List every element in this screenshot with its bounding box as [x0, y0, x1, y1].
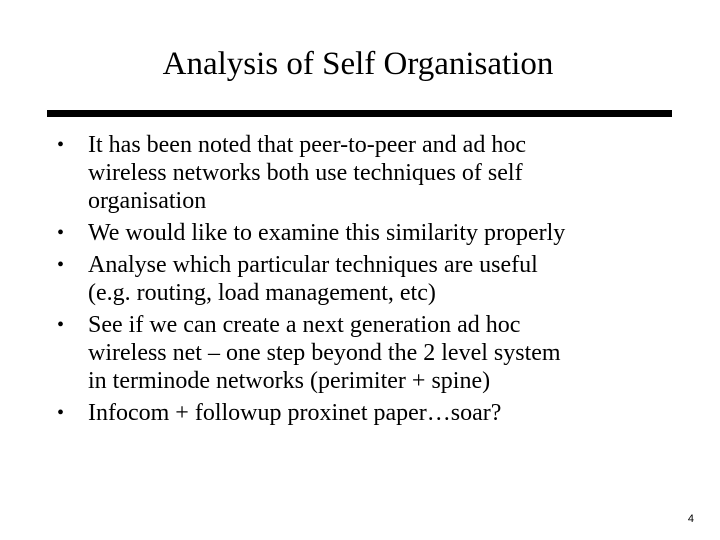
bullet-line: Analyse which particular techniques are useful [88, 252, 538, 278]
bullet-line: (e.g. routing, load management, etc) [88, 280, 436, 306]
bullet-line: Infocom + followup proxinet paper…soar? [88, 400, 502, 426]
bullet-dot-icon: • [57, 402, 65, 424]
bullet-item [57, 129, 697, 217]
bullet-line: wireless net – one step beyond the 2 level system [88, 340, 561, 366]
bullet-line: organisation [88, 188, 207, 214]
bullet-item [57, 397, 697, 429]
bullet-item [57, 217, 697, 249]
bullet-text [88, 397, 697, 429]
bullet-text [88, 249, 697, 309]
bullet-line: We would like to examine this similarity properly [88, 220, 566, 246]
bullet-text [88, 129, 697, 217]
slide-title: Analysis of Self Organisation [162, 46, 554, 82]
bullet-line: See if we can create a next generation ad hoc [88, 312, 521, 338]
bullet-text [88, 309, 697, 397]
bullet-dot-icon: • [57, 222, 65, 244]
bullet-dot-icon: • [57, 314, 65, 336]
bullet-text [88, 217, 697, 249]
bullet-dot-icon: • [57, 254, 65, 276]
bullet-line: wireless networks both use techniques of self [88, 160, 523, 186]
bullet-line: It has been noted that peer-to-peer and ad hoc [88, 132, 526, 158]
page-number: 4 [687, 513, 694, 525]
bullet-list [57, 129, 697, 429]
bullet-line: in terminode networks (perimiter + spine) [88, 368, 491, 394]
bullet-item [57, 249, 697, 309]
bullet-dot-icon: • [57, 134, 65, 156]
title-divider [47, 110, 672, 117]
bullet-item [57, 309, 697, 397]
